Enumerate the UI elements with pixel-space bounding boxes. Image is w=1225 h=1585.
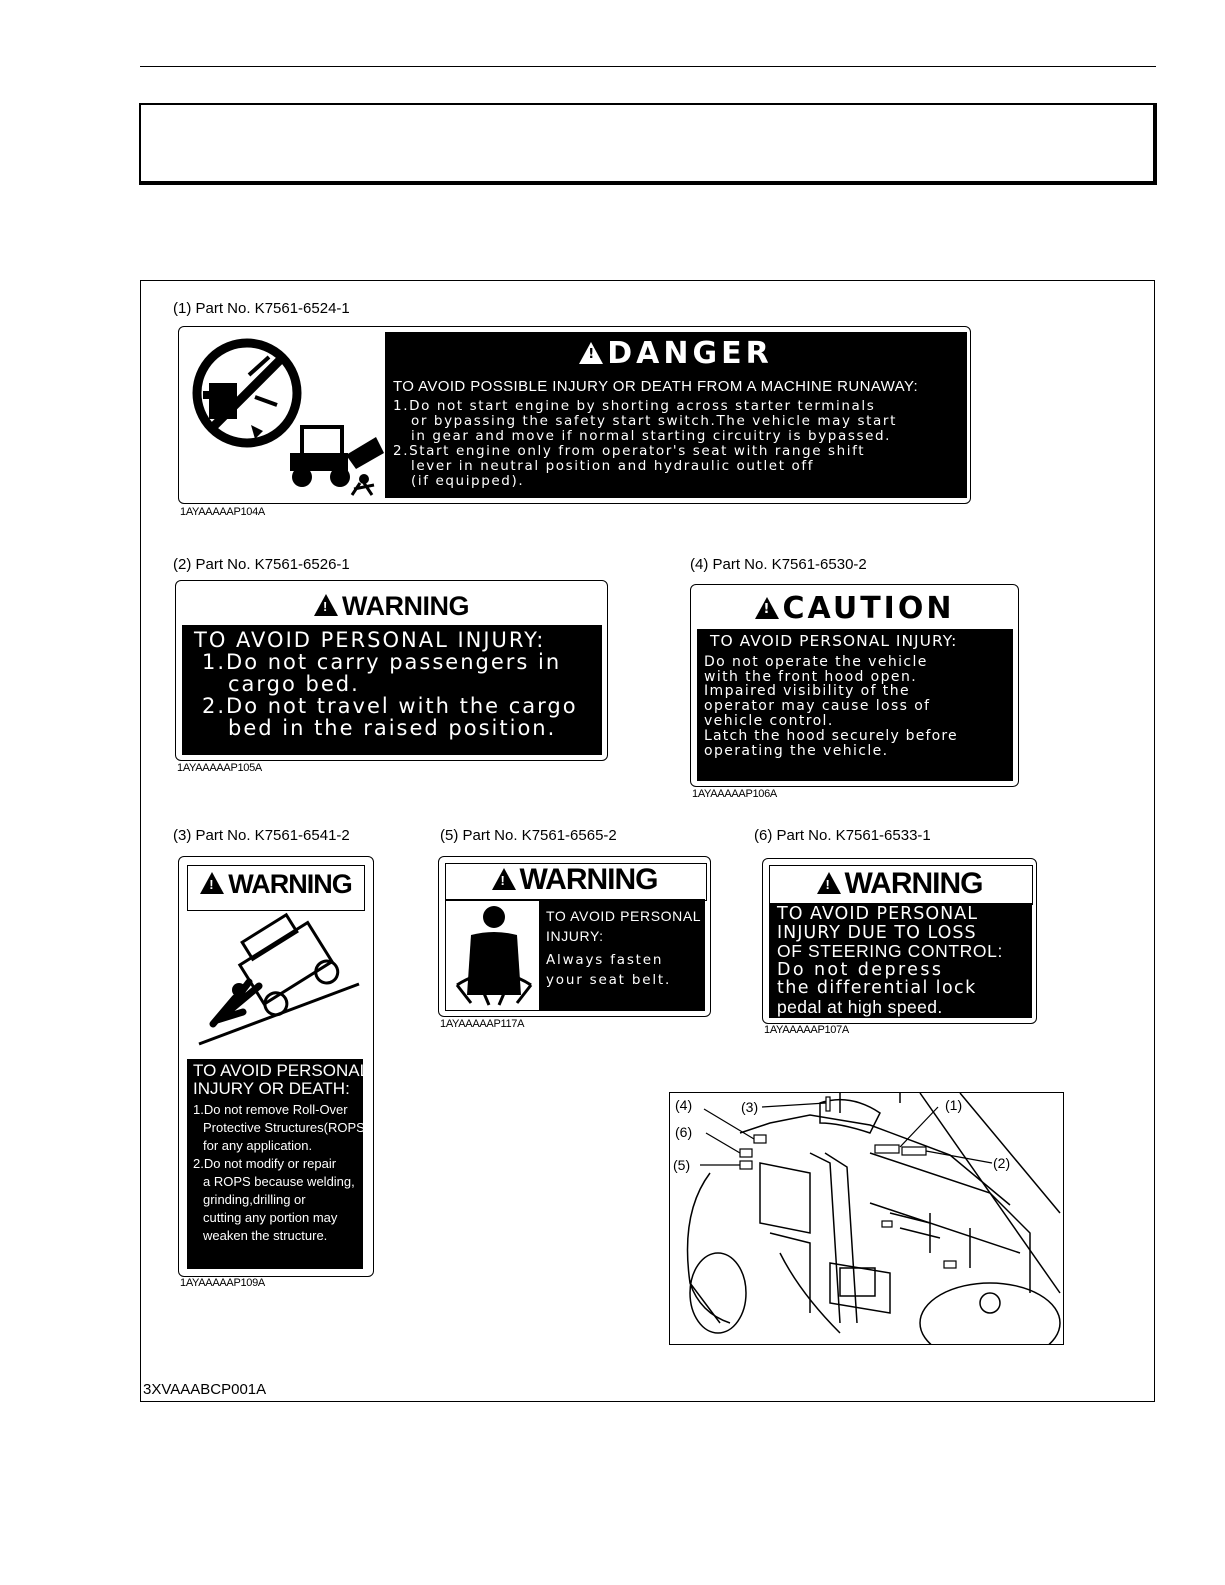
frame-code: 3XVAAABCP001A — [143, 1381, 267, 1398]
rollover-icon — [189, 912, 365, 1052]
decal-1-code: 1AYAAAAAP104A — [180, 506, 265, 518]
danger-header: !DANGER — [385, 336, 967, 371]
decal-1-caption: (1) Part No. K7561-6524-1 — [173, 300, 350, 317]
decal-4-code: 1AYAAAAAP106A — [692, 788, 777, 800]
callout-6: (6) — [675, 1124, 693, 1140]
decal-5-code: 1AYAAAAAP117A — [440, 1018, 525, 1030]
decal-6-warning — [762, 858, 1037, 1024]
callout-4: (4) — [675, 1097, 693, 1113]
alert-triangle-icon — [579, 342, 603, 364]
alert-triangle-icon — [755, 597, 779, 619]
decal-2-warning — [175, 580, 608, 761]
decal-5-warning — [438, 856, 711, 1017]
decal-3-message: TO AVOID PERSONAL INJURY OR DEATH: 1.Do not remove Roll-Over Protective Structures(ROPS) for any application. 2.Do not modify or repair a ROPS because welding, grinding,drilling or cutting any portion may weaken the structure. — [187, 1059, 363, 1269]
alert-triangle-icon — [492, 868, 516, 890]
warning-header: !WARNING — [439, 863, 710, 897]
vehicle-illustration — [670, 1093, 1063, 1344]
decal-3-code: 1AYAAAAAP109A — [180, 1277, 265, 1289]
seat-belt-icon — [449, 903, 539, 1009]
decal-6-caption: (6) Part No. K7561-6533-1 — [754, 827, 931, 844]
decal-location-diagram — [669, 1092, 1064, 1345]
decal-4-caption: (4) Part No. K7561-6530-2 — [690, 556, 867, 573]
alert-triangle-icon — [817, 872, 841, 894]
callout-2: (2) — [993, 1155, 1011, 1171]
callout-1: (1) — [945, 1097, 963, 1113]
decal-4-caution — [690, 584, 1019, 787]
warning-header: !WARNING — [179, 869, 373, 900]
decal-1-text: TO AVOID POSSIBLE INJURY OR DEATH FROM A MACHINE RUNAWAY: 1.Do not start engine by shorting across starter terminals or bypassing the safety start switch.The vehicle may start in gear and move if normal starting circuitry is bypassed. 2.Start engine only from operator's seat with range shift lever in neutral position and hydraulic outlet off (if equipped). — [393, 378, 919, 489]
decal-6-message: TO AVOID PERSONAL INJURY DUE TO LOSS OF STEERING CONTROL: Do not depress the differential lock pedal at high speed. — [769, 903, 1032, 1018]
decal-2-code: 1AYAAAAAP105A — [177, 762, 262, 774]
decal-5-caption: (5) Part No. K7561-6565-2 — [440, 827, 617, 844]
no-shorting-icon — [189, 335, 385, 497]
title-box — [139, 103, 1157, 185]
decal-3-warning — [178, 856, 374, 1277]
decal-6-code: 1AYAAAAAP107A — [764, 1024, 849, 1036]
warning-header: !WARNING — [763, 867, 1036, 901]
decal-1-danger — [178, 326, 971, 504]
callout-3: (3) — [741, 1099, 759, 1115]
callout-5: (5) — [673, 1157, 691, 1173]
alert-triangle-icon — [314, 594, 338, 616]
decal-2-caption: (2) Part No. K7561-6526-1 — [173, 556, 350, 573]
decal-3-caption: (3) Part No. K7561-6541-2 — [173, 827, 350, 844]
caution-header: !CAUTION — [691, 591, 1018, 626]
decal-2-message: TO AVOID PERSONAL INJURY: 1.Do not carry passengers in cargo bed. 2.Do not travel with the cargo bed in the raised position. — [182, 625, 602, 755]
alert-triangle-icon — [200, 872, 224, 894]
decal-1-message — [385, 332, 967, 498]
decal-4-message: TO AVOID PERSONAL INJURY: Do not operate the vehicle with the front hood open. Impaired visibility of the operator may cause loss of vehicle control. Latch the hood securely before operating the vehicle. — [697, 629, 1013, 781]
warning-header: !WARNING — [176, 591, 607, 622]
decal-5-message: TO AVOID PERSONAL INJURY: Always fasten your seat belt. — [539, 900, 704, 1010]
header-rule — [140, 66, 1156, 67]
